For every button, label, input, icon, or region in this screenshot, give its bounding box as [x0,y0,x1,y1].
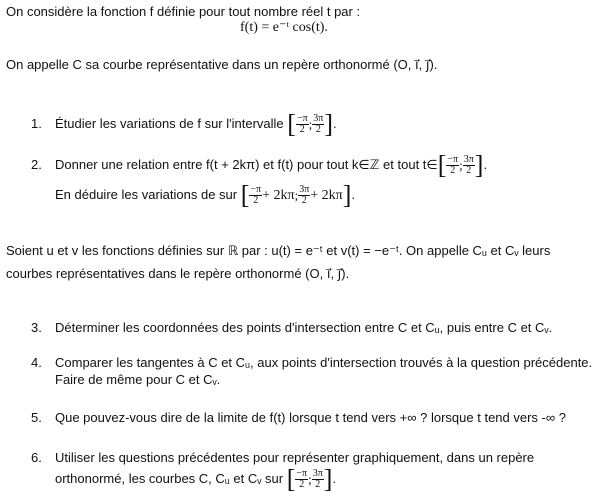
item-3-number: 3. [31,320,42,335]
middle-line-1: Soient u et v les fonctions définies sur ℝ par : u(t) = e⁻ᵗ et v(t) = −e⁻ᵗ. On appelle Cᵤ et Cᵥ leurs [6,243,551,258]
item-6-text-b: orthonormé, les courbes C, Cᵤ et Cᵥ sur [55,471,284,486]
item-2-text-b: En déduire les variations de sur [55,187,238,202]
item-4-text: Comparer les tangentes à C et Cᵤ, aux points d'intersection trouvés à la question précédente. [55,355,593,370]
intro-line-1: On considère la fonction f définie pour tout nombre réel t par : [6,4,361,19]
item-2-line-2: En déduire les variations de sur [ $\frac{-\pi}{2}$ + 2kπ; $\frac{3\pi}{2}$ + 2kπ]. [55,180,356,210]
interval-right-fraction: $\frac{3\pi}{2}$ [313,113,324,136]
shift-right: + 2kπ [310,188,343,203]
intro-line-2: On appelle C sa courbe représentative dans un repère orthonormé (O, i⃗, j⃗). [6,57,438,72]
item-4-number: 4. [31,355,42,370]
semicolon: ; [308,116,313,132]
item-2-number: 2. [31,157,42,172]
item-1-text: Étudier les variations de f sur l'intervalle [55,116,284,131]
middle-line-2: courbes représentatives dans le repère orthonormé (O, i⃗, j⃗). [6,266,350,281]
item-6-line-2: orthonormé, les courbes C, Cᵤ et Cᵥ sur [ $\frac{-\pi}{2}$ ; $\frac{3\pi}{2}$ ]. [55,464,337,494]
item-3-text: Déterminer les coordonnées des points d'intersection entre C et Cᵤ, puis entre C et Cᵥ. [55,320,553,335]
left-bracket: [ [287,109,296,139]
interval-left-fraction: $\frac{-\pi}{2}$ [296,113,308,136]
item-1: Étudier les variations de f sur l'intervalle [ $\frac{-\pi}{2}$ ; $\frac{3\pi}{2}$ ]. [55,109,337,139]
shift-left: + 2kπ [262,188,295,203]
item-6-text: Utiliser les questions précédentes pour représenter graphiquement, dans un repère [55,450,535,465]
item-6-number: 6. [31,450,42,465]
item-4-text-b: Faire de même pour C et Cᵥ. [55,372,221,387]
item-5-number: 5. [31,410,42,425]
item-2-text: Donner une relation entre f(t + 2kπ) et f(t) pour tout k∈ℤ et tout t∈ [55,157,438,172]
item-2-line-1: Donner une relation entre f(t + 2kπ) et f(t) pour tout k∈ℤ et tout t∈[ $\frac{-\pi}{2}$ ; $\frac{3\pi}{2}$ ]. [55,150,488,180]
item-5-text: Que pouvez-vous dire de la limite de f(t) lorsque t tend vers +∞ ? lorsque t tend vers -∞ ? [55,410,566,425]
intro-formula: f(t) = e⁻ᵗ cos(t). [240,20,328,35]
right-bracket: ] [324,109,334,139]
item-1-number: 1. [31,116,42,131]
